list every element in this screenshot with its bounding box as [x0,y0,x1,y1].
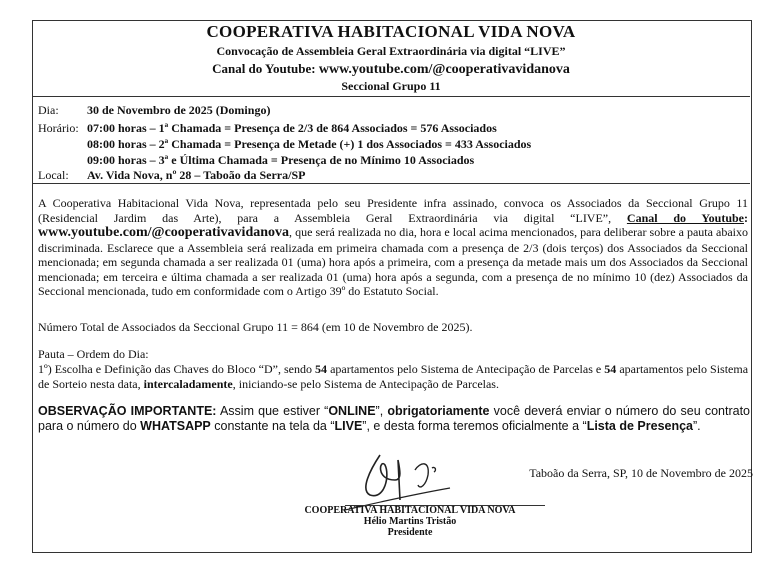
whatsapp-term: WHATSAPP [140,419,211,433]
time-third-call: 09:00 horas – 3ª e Última Chamada = Presença de no Mínimo 10 Associados [87,153,475,167]
paragraph-text-cont: , que será realizada no dia, hora e local acima mencionados, para deliberar sobre a pauta abaixo discriminada. Esclarece que a Assembleia será realizada em primeira chamada com a presença de 2/3 (dois terços) dos Associados da Seccional mencionada; em segunda chamada a ser realizada 01 (uma) hora após a primeira, com a presença da metade mais um dos Associados da Seccional mencionada; em terceira e última chamada a ser realizada 01 (uma) hora após a segunda, com a presença de no mínimo 10 (dez) Associados da Seccional mencionada, tudo em conformidade com o Artigo 39º do Estatuto Social. [38,225,748,298]
time-label: Horário: [38,121,79,135]
convocation-subtitle: Convocação de Assembleia Geral Extraordinária via digital “LIVE” [216,44,566,58]
youtube-url[interactable]: www.youtube.com/@cooperativavidanova [38,225,290,240]
agenda-text: , iniciando-se pelo Sistema de Antecipação de Parcelas. [232,376,499,391]
observation-text: constante na tela da “ [214,419,335,433]
observation-text: ”. [693,419,701,433]
agenda-item [38,362,748,391]
agenda-text: 1º) Escolha e Definição das Chaves do Bloco “D”, sendo [38,362,312,376]
youtube-link-label[interactable]: Canal do Youtube [626,210,744,225]
observation-text: ”, [375,404,384,418]
important-observation [38,404,750,434]
live-term: LIVE [334,419,363,433]
colon: : [744,210,748,225]
agenda-count-antecipacao: 54 [315,362,328,376]
signature-role: Presidente [387,527,433,538]
channel-label: Canal do Youtube: [212,61,316,76]
agenda-count-sorteio: 54 [604,362,617,376]
agenda-text: apartamentos pelo Sistema de Antecipação de Parcelas e [330,362,602,376]
time-second-call: 08:00 horas – 2ª Chamada = Presença de Metade (+) 1 dos Associados = 433 Associados [87,137,532,151]
observation-label: OBSERVAÇÃO IMPORTANTE: [38,404,217,418]
mandatory-term: obrigatoriamente [387,404,490,418]
day-value: 30 de Novembro de 2025 (Domingo) [87,103,271,117]
observation-text: você deverá enviar o número do seu contrato para o número do [38,404,750,433]
place-and-date: Taboão da Serra, SP, 10 de Novembro de 2025 [529,466,753,480]
details-divider [32,183,750,184]
place-label: Local: [38,168,69,182]
signature-block [280,505,540,538]
total-associates: Número Total de Associados da Seccional Grupo 11 = 864 (em 10 de Novembro de 2025). [38,320,473,334]
signature-org: COOPERATIVA HABITACIONAL VIDA NOVA [304,505,516,516]
agenda-emphasis: intercaladamente [143,376,233,391]
observation-text: Assim que estiver “ [219,404,329,418]
org-title: COOPERATIVA HABITACIONAL VIDA NOVA [206,22,576,41]
signature-name: Hélio Martins Tristão [363,516,457,527]
section-name: Seccional Grupo 11 [341,79,441,93]
attendance-list-term: Lista de Presença [586,419,694,433]
convocation-paragraph [38,196,748,299]
header-divider [32,96,750,97]
day-label: Dia: [38,103,59,117]
youtube-channel [32,61,750,78]
agenda-title: Pauta – Ordem do Dia: [38,347,149,361]
online-term: ONLINE [328,404,376,418]
time-first-call: 07:00 horas – 1ª Chamada = Presença de 2/3 de 864 Associados = 576 Associados [87,121,497,135]
paragraph-text: A Cooperativa Habitacional Vida Nova, representada pelo seu Presidente infra assinado, convoca os Associados da Seccional Grupo 11 (Residencial Jardim das Arte), para a Assembleia Geral Extraordinária via digital “LIVE”, [38,196,748,225]
observation-text: ”, e desta forma teremos oficialmente a “ [362,419,587,433]
channel-url[interactable]: www.youtube.com/@cooperativavidanova [318,62,570,77]
signature-image [340,440,470,515]
place-value: Av. Vida Nova, nº 28 – Taboão da Serra/SP [87,168,306,182]
agenda-text: apartamentos pelo Sistema de Sorteio nesta data, [38,362,749,391]
